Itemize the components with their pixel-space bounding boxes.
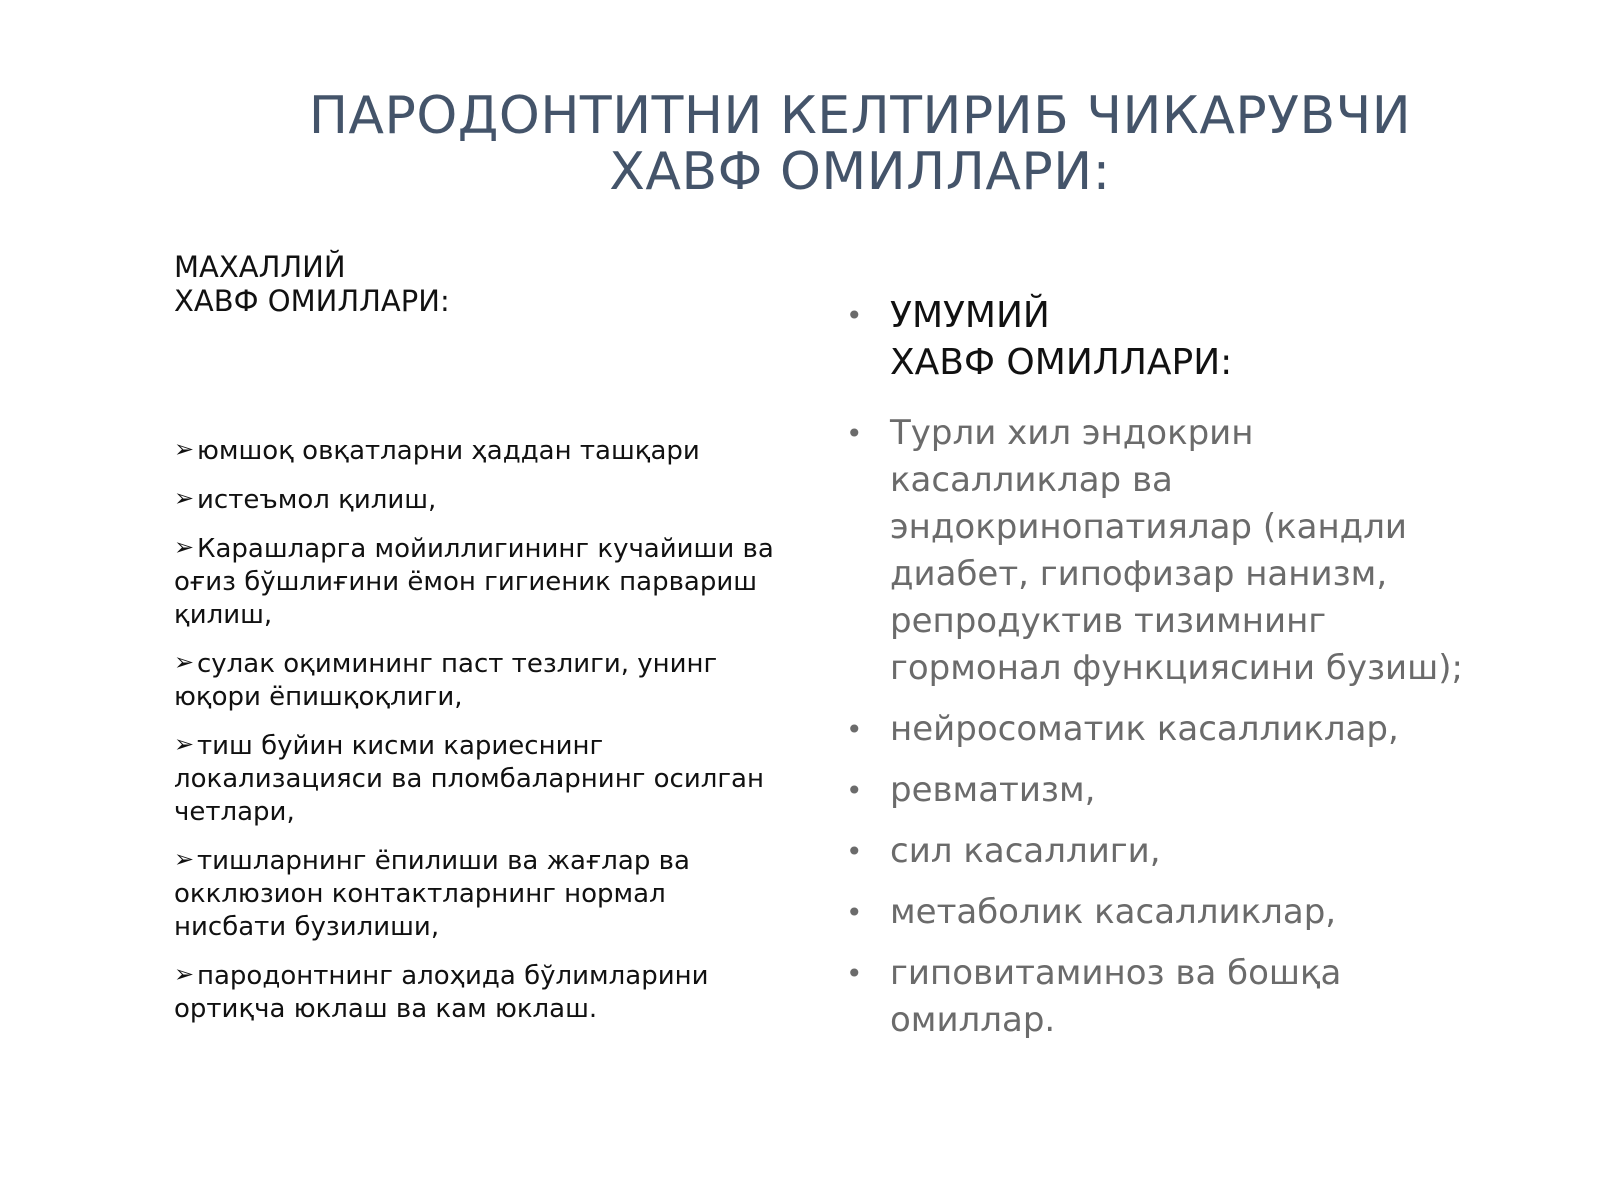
- general-factors-column: [846, 292, 1486, 1058]
- dot-bullet-icon: •: [846, 896, 863, 929]
- dot-bullet-icon: •: [846, 713, 863, 746]
- arrow-bullet-icon: ➢: [174, 435, 195, 463]
- list-item: [174, 484, 774, 517]
- general-factors-list: [846, 292, 1486, 1044]
- local-factors-column: [174, 250, 774, 1042]
- local-factors-heading: [174, 250, 774, 318]
- list-item: [174, 960, 774, 1026]
- list-item-text: нейросоматик касалликлар,: [890, 709, 1399, 749]
- dot-bullet-icon: •: [846, 774, 863, 807]
- dot-bullet-icon: •: [846, 299, 863, 332]
- slide-title-line-1: ПАРОДОНТИТНИ КЕЛТИРИБ ЧИКАРУВЧИ: [308, 86, 1412, 146]
- arrow-bullet-icon: ➢: [174, 533, 195, 561]
- list-item-text: юмшоқ овқатларни ҳаддан ташқари: [197, 436, 700, 466]
- list-item: [174, 435, 774, 468]
- list-item: [846, 410, 1486, 692]
- list-item-text: гиповитаминоз ва бошқа омиллар.: [890, 953, 1342, 1040]
- list-item: [846, 828, 1486, 875]
- list-item-text: пародонтнинг алоҳида бўлимларини ортиқча юклаш ва кам юклаш.: [174, 961, 709, 1024]
- list-item: [174, 845, 774, 944]
- general-factors-heading-line-1: УМУМИЙ: [890, 295, 1050, 336]
- list-item-text: сулак оқимининг паст тезлиги, унинг юқори ёпишқоқлиги,: [174, 649, 718, 712]
- arrow-bullet-icon: ➢: [174, 960, 195, 988]
- list-item: [846, 767, 1486, 814]
- list-item: [846, 889, 1486, 936]
- arrow-bullet-icon: ➢: [174, 648, 195, 676]
- list-item-text: метаболик касалликлар,: [890, 892, 1337, 932]
- list-item: [846, 950, 1486, 1044]
- list-item: [174, 533, 774, 632]
- slide-title: [260, 88, 1460, 200]
- slide-title-line-2: ХАВФ ОМИЛЛАРИ:: [609, 142, 1111, 202]
- arrow-bullet-icon: ➢: [174, 845, 195, 873]
- arrow-bullet-icon: ➢: [174, 484, 195, 512]
- list-item: [174, 730, 774, 829]
- arrow-bullet-icon: ➢: [174, 730, 195, 758]
- dot-bullet-icon: •: [846, 835, 863, 868]
- list-item: [174, 648, 774, 714]
- list-item-text: ревматизм,: [890, 770, 1096, 810]
- list-item-text: тишларнинг ёпилиши ва жағлар ва окклюзион контактларнинг нормал нисбати бузилиши,: [174, 846, 690, 942]
- local-factors-list: [174, 435, 774, 1026]
- dot-bullet-icon: •: [846, 417, 863, 450]
- local-factors-heading-line-2: ХАВФ ОМИЛЛАРИ:: [174, 284, 450, 318]
- list-item-text: сил касаллиги,: [890, 831, 1161, 871]
- general-factors-heading: [846, 292, 1486, 386]
- local-factors-heading-line-1: МАХАЛЛИЙ: [174, 250, 346, 284]
- general-factors-heading-line-2: ХАВФ ОМИЛЛАРИ:: [890, 342, 1233, 383]
- list-item: [846, 706, 1486, 753]
- dot-bullet-icon: •: [846, 957, 863, 990]
- list-item-text: истеъмол қилиш,: [197, 485, 437, 515]
- list-item-text: тиш буйин кисми кариеснинг локализацияси ва пломбаларнинг осилган четлари,: [174, 731, 764, 827]
- list-item-text: Карашларга мойиллигининг кучайиши ва оғиз бўшлиғини ёмон гигиеник парвариш қилиш,: [174, 534, 774, 630]
- list-item-text: Турли хил эндокрин касалликлар ва эндокринопатиялар (кандли диабет, гипофизар нанизм, репродуктив тизимнинг гормонал функциясини бузиш);: [890, 413, 1463, 688]
